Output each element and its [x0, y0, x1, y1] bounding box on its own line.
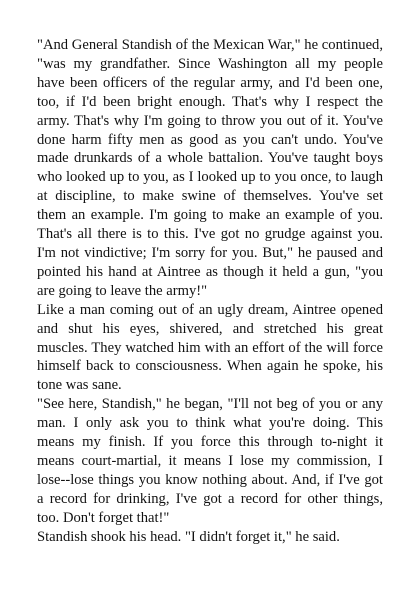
paragraph-aintree-plea: "See here, Standish," he began, "I'll not beg of you or any man. I only ask you to think what you're doing. This means my finish. If you force this through to-night it means court-martial, it means I lose my commission, I lose--lose things you know nothing about. And, if I've got a record for drinking, I've got a record for other things, too. Don't forget that!" — [37, 396, 383, 526]
paragraph-standish-reply: Standish shook his head. "I didn't forget it," he said. — [37, 528, 340, 545]
paragraph-standish-speech: "And General Standish of the Mexican War," he continued, "was my grandfather. Since Washington all my people have been officers of the regular army, and I'd been one, too, if I'd been bright enough. That's why I respect the army. That's why I'm going to throw you out of it. You've done harm fifty men as good as you can't undo. You've made drunkards of a whole battalion. You've taught boys who looked up to you, as I looked up to you once, to laugh at discipline, to make swine of themselves. You've set them an example. I'm going to make an example of you. That's all there is to this. I've got no grudge against you. I'm not vindictive; I'm sorry for you. But," he paused and pointed his hand at Aintree as though it held a gun, "you are going to leave the army!" — [37, 37, 383, 299]
document-page — [37, 36, 383, 546]
paragraph-aintree-reaction: Like a man coming out of an ugly dream, Aintree opened and shut his eyes, shivered, and stretched his great muscles. They watched him with an effort of the will force himself back to consciousness. When again he spoke, his tone was sane. — [37, 301, 383, 394]
